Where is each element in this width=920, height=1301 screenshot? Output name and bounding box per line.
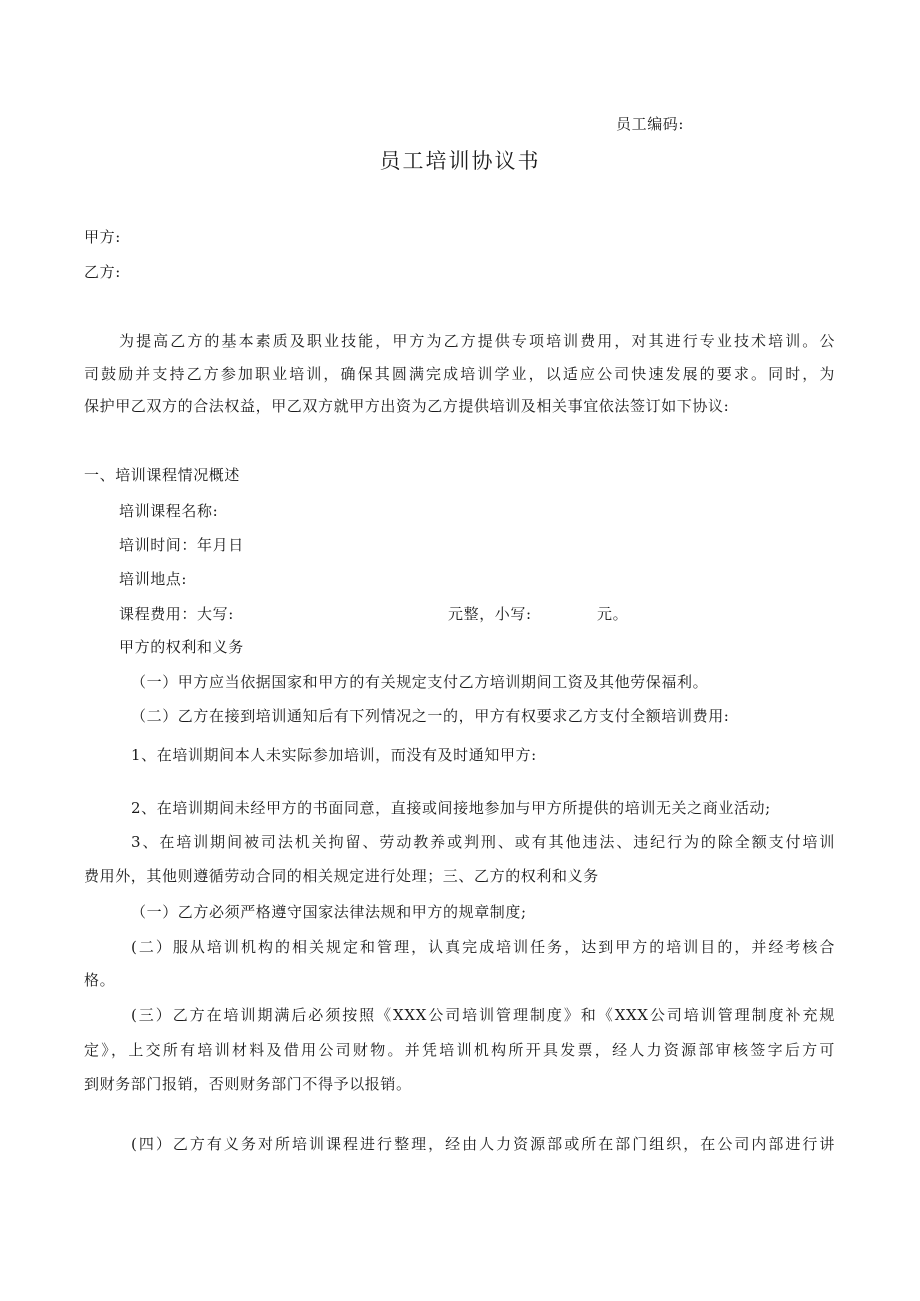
section1-heading: 一、培训课程情况概述: [84, 466, 241, 484]
clause-a-2-sub1: 1、在培训期间本人未实际参加培训，而没有及时通知甲方:: [131, 746, 537, 764]
clause-a-1: （一）甲方应当依据国家和甲方的有关规定支付乙方培训期间工资及其他劳保福利。: [131, 673, 709, 691]
document-title: 员工培训协议书: [379, 149, 541, 173]
clause-b-2-line1: (二）服从培训机构的相关规定和管理，认真完成培训任务，达到甲方的培训目的，并经考核合: [131, 938, 835, 956]
party-b-label: 乙方:: [84, 263, 121, 281]
clause-a-2: （二）乙方在接到培训通知后有下列情况之一的，甲方有权要求乙方支付全额培训费用:: [131, 707, 730, 725]
clause-a-2-sub3-line1: 3、在培训期间被司法机关拘留、劳动教养或判刑、或有其他违法、违纪行为的除全额支付培训: [131, 833, 835, 851]
fee-label: 课程费用：大写:: [119, 605, 234, 623]
clause-b-2-line2: 格。: [84, 971, 116, 989]
fee-end-label: 元。: [597, 605, 629, 623]
clause-a-2-sub2: 2、在培训期间未经甲方的书面同意，直接或间接地参加与甲方所提供的培训无关之商业活动;: [131, 799, 771, 817]
intro-line-2: 司鼓励并支持乙方参加职业培训，确保其圆满完成培训学业，以适应公司快速发展的要求。同时，为: [84, 365, 835, 383]
course-time-field: 培训时间：年月日: [119, 536, 244, 554]
clause-b-3-line1: (三）乙方在培训期满后必须按照《XXX公司培训管理制度》和《XXX公司培训管理制度补充规: [131, 1006, 835, 1024]
clause-a-2-sub3-line2: 费用外，其他则遵循劳动合同的相关规定进行处理；三、乙方的权利和义务: [84, 867, 599, 885]
intro-line-3: 保护甲乙双方的合法权益，甲乙双方就甲方出资为乙方提供培训及相关事宜依法签订如下协议:: [84, 397, 730, 415]
rights-a-heading: 甲方的权利和义务: [119, 638, 244, 656]
clause-b-3-line2: 定》，上交所有培训材料及借用公司财物。并凭培训机构所开具发票，经人力资源部审核签字后方可: [84, 1041, 835, 1059]
party-a-label: 甲方:: [84, 228, 121, 246]
employee-no-label: 员工编码:: [616, 115, 685, 133]
course-name-field: 培训课程名称:: [119, 502, 219, 520]
clause-b-4-line1: (四）乙方有义务对所培训课程进行整理，经由人力资源部或所在部门组织，在公司内部进行讲: [131, 1135, 835, 1153]
clause-b-3-line3: 到财务部门报销，否则财务部门不得予以报销。: [84, 1075, 412, 1093]
intro-line-1: 为提高乙方的基本素质及职业技能，甲方为乙方提供专项培训费用，对其进行专业技术培训。公: [119, 332, 835, 350]
fee-mid-label: 元整，小写:: [448, 605, 532, 623]
clause-b-1: （一）乙方必须严格遵守国家法律法规和甲方的规章制度;: [131, 903, 527, 921]
course-place-field: 培训地点:: [119, 570, 188, 588]
